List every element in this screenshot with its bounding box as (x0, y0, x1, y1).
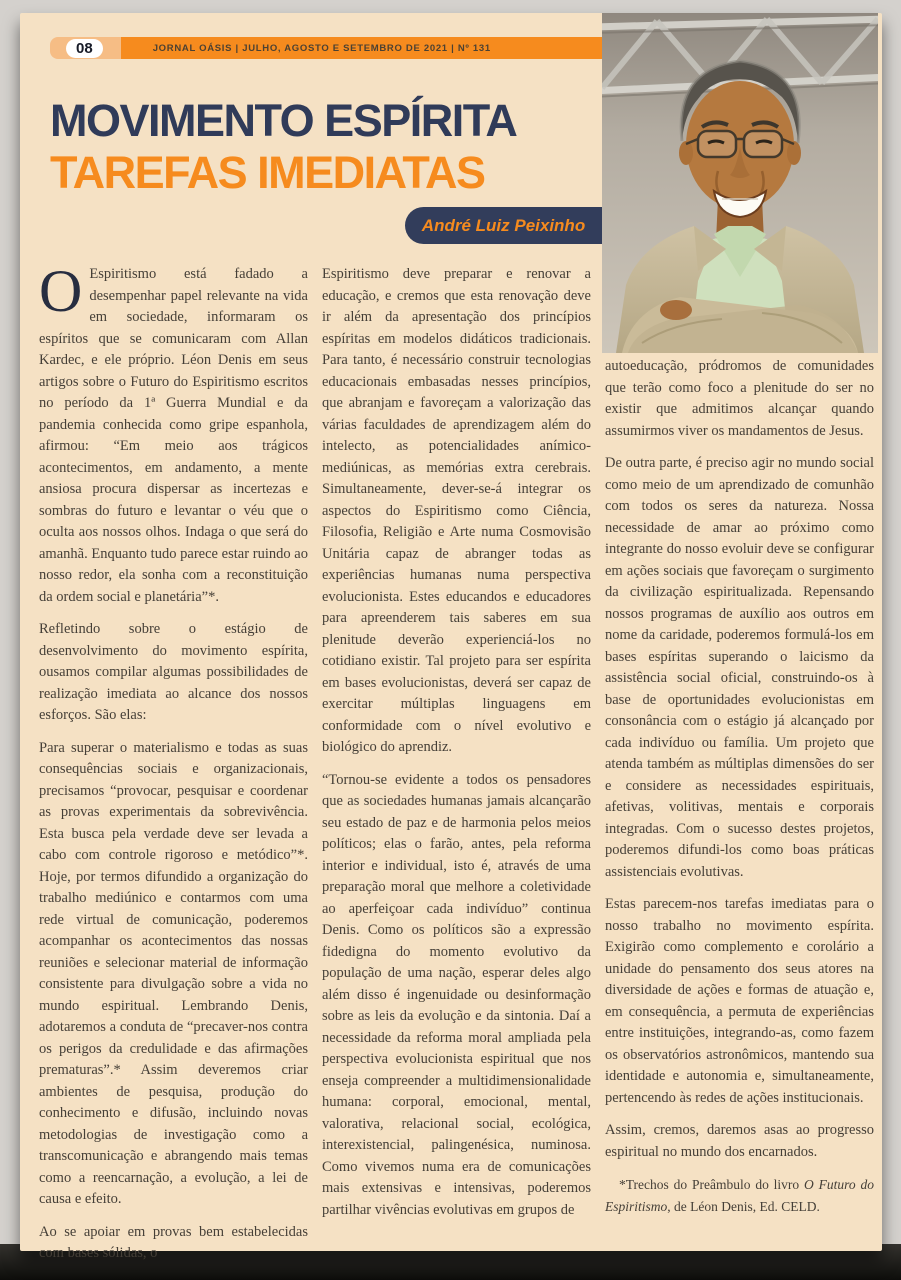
paragraph (39, 258, 308, 608)
paragraph: autoeducação, pródromos de comunidades que terão como foco a plenitude do ser no existir que admitimos alcançar quando assumirmos viver os mandamentos de Jesus. (605, 358, 874, 439)
footnote-text: *Trechos do Preâmbulo do livro (619, 1177, 805, 1192)
paragraph: Refletindo sobre o estágio de desenvolvimento do movimento espírita, ousamos compilar algumas possibilidades de realização imediata ao alcance dos nossos esforços. São elas: (39, 621, 308, 723)
article-title-line2: TAREFAS IMEDIATAS (50, 147, 485, 198)
masthead-page-number-tab (50, 37, 121, 59)
paragraph: Para superar o materialismo e todas as suas consequências sociais e organizacionais, precisamos “provocar, pesquisar e coordenar as provas experimentais da sobrevivência. Esta busca pela verdade deve ser levada a cabo com controle rigoroso e metódico”*. Hoje, por termos difundido a organização do trabalho mediúnico e contarmos com uma rede virtual de comunicação, poderemos acompanhar os acontecimentos das nossas reuniões e selecionar material de informação consistente para divulgação sobre a vida no mundo espiritual. Lembrando Denis, adotaremos a conduta de “precaver-nos contra os perigos da credulidade e das afirmações prematuras”.* Assim deveremos criar ambientes de pesquisa, produção do conhecimento e difusão, incluindo novas metodologias de investigação como a transcomunicação e abrangendo mais temas como a reencarnação, a evolução, a lei de causa e efeito. (39, 739, 308, 1207)
paragraph: “Tornou-se evidente a todos os pensadores que as sociedades humanas jamais alcançarão seu estado de paz e de harmonia pelos meios políticos; elas o farão, antes, pela reforma interior e individual, isto é, através de uma preparação moral que melhore a coletividade ao aperfeiçoar cada indivíduo” continua Denis. Como os políticos são a expressão fidedigna do momento evolutivo da população de uma nação, esperar deles algo além disso é ingenuidade ou desinformação sobre as leis da evolução e da sintonia. Daí a necessidade da reforma moral ampliada pela perspectiva evolucionista espiritual que nos enseja compreender a multidimensionalidade humana: corporal, emocional, mental, valorativa, relacional social, ecológica, interexistencial, palingenésica, numinosa. Como vivemos numa era de comunicações mais extensivas e intensivas, poderemos partilhar vivências evolutivas em grupos de (322, 771, 591, 1218)
paragraph-text: Espiritismo está fadado a desempenhar papel relevante na vida em sociedade, informaram os espíritos que se comunicaram com Allan Kardec, e ele próprio. Léon Denis em seus artigos sobre o Futuro do Espiritismo escritos no período da 1ª Guerra Mundial e da pandemia conhecida como gripe espanhola, afirmou: “Em meio aos trágicos acontecimentos, em andamento, a mente ansiosa procura dispersar as incertezas e sombras do futuro e levantar o véu que o oculta aos nossos olhos. Indaga o que será do amanhã. Enquanto tudo parece estar ruindo ao nosso redor, ela sonha com a reconstituição da ordem social e planetária”*. (39, 266, 308, 605)
masthead-strip (121, 37, 602, 59)
paragraph: Espiritismo deve preparar e renovar a educação, e cremos que esta renovação deve ir além da apresentação dos princípios espíritas em modelos didáticos tradicionais. Para tanto, é necessário construir tecnologias educacionais embasadas nesses princípios, que abranjam e favoreçam a valorização das várias faculdades de aprendizagem além do intelecto, as potencialidades anímico-mediúnicas, as memórias extra cerebrais. Simultaneamente, dever-se-á integrar os aspectos do Espiritismo como Ciência, Filosofia, Religião e Arte numa Cosmovisão Unitária capaz de abranger todas as experiências humanas numa perspectiva evolucionista. Estes educandos e educadores para apreenderem tais saberes em sua plenitude deverão experienciá-los no cotidiano existir. Tal projeto para ser espírita em bases evolucionistas, deverá ser capaz de exercitar múltiplas linguagens em conformidade com o nível evolutivo e biológico do aprendiz. (322, 266, 591, 755)
footnote-text: , de Léon Denis, Ed. CELD. (667, 1198, 820, 1214)
article-title-line1: MOVIMENTO ESPÍRITA (50, 95, 517, 146)
paragraph: Estas parecem-nos tarefas imediatas para o nosso trabalho no movimento espírita. Exigirão como complemento e corolário a unidade do pensamento dos seus atores na diversidade de ações e formas de atuação e, em consequência, a permuta de experiências entre instituições, integrando-as, como fazem os observatórios astronômicos, mantendo sua identidade e autonomia e, simultaneamente, pertencendo às redes de ações institucionais. (605, 896, 874, 1106)
byline-author: André Luiz Peixinho (421, 215, 586, 235)
masthead-bar (50, 37, 602, 59)
article-column-3 (605, 264, 874, 1276)
article-body (39, 258, 874, 1276)
dropcap: O (39, 258, 83, 324)
byline-pill (405, 207, 602, 244)
paragraph: De outra parte, é preciso agir no mundo social como meio de um aprendizado de comunhão com todos os seres da natureza. Nossa necessidade de amar ao próximo como integrante do nosso evoluir deve se configurar em ações sociais que favoreçam o surgimento da civilização espiritualizada. Repensando nossos programas de auxílio aos outros em nome da caridade, poderemos formulá-los em bases espíritas superando o laicismo da assistência social oficial, construindo-os à base de oportunidades evolucionistas em consonância com o estágio já alcançado por cada indivíduo ou família. Um projeto que atenda também as múltiplas dimensões do ser e considere as necessidades espirituais, afetivas, volitivas, mentais e corporais integradas. Com o sucesso destes projetos, poderemos difundi-los como boas práticas assistenciais evolutivas. (605, 455, 874, 880)
article-column-1 (39, 258, 308, 1276)
masthead-text: JORNAL OÁSIS | JULHO, AGOSTO E SETEMBRO DE 2021 | Nº 131 (152, 42, 491, 54)
footnote (605, 1174, 874, 1217)
paragraph: Assim, cremos, daremos asas ao progresso espiritual no mundo dos encarnados. (605, 1122, 874, 1160)
paragraph: Ao se apoiar em provas bem estabelecidas com bases sólidas, o (39, 1223, 308, 1261)
article-column-2 (322, 264, 591, 1276)
article-title (50, 95, 516, 199)
page-number: 08 (66, 39, 103, 58)
footnote-book-title: O Futuro do Espiritismo (605, 1177, 874, 1214)
magazine-page (20, 13, 882, 1261)
